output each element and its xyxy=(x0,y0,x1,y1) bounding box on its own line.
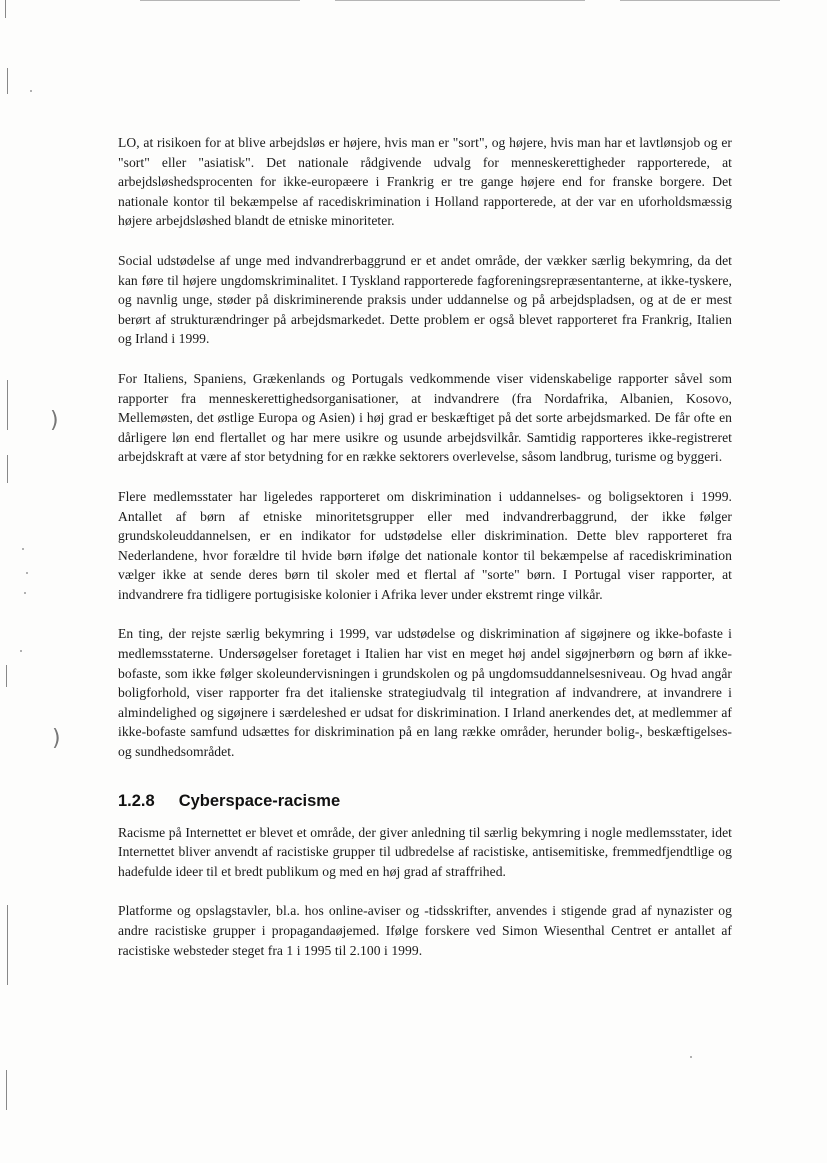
body-paragraph: Social udstødelse af unge med indvandrerbaggrund er et andet område, der vækker særlig bekymring, da det kan føre til højere ungdomskriminalitet. I Tyskland rapporterede fagforeningsrepræsentanterne, at ikke-tyskere, og navnlig unge, støder på diskriminerende praksis under uddannelse og på arbejdspladsen, og at de er mest berørt af strukturændringer på arbejdsmarkedet. Dette problem er også blevet rapporteret fra Frankrig, Italien og Irland i 1999. xyxy=(118,252,732,347)
body-paragraph: En ting, der rejste særlig bekymring i 1999, var udstødelse og diskrimination af sigøjnere og ikke-bofaste i medlemsstaterne. Undersøgelser foretaget i Italien har vist en meget høj andel sigøjnerbørn og børn af ikke-bofaste, som ikke følger skoleundervisningen i grundskolen og på ungdomsuddannelsesniveau. Og hvad angår boligforhold, viser rapporter fra det italienske strategiudvalg til integration af indvandrere, at invandrere i almindelighed og sigøjnere i særdeleshed er udsat for diskrimination. I Irland anerkendes det, at medlemmer af ikke-bofaste samfund udsættes for diskrimination på en lang række områder, herunder bolig-, beskæftigelses- og sundhedsområdet. xyxy=(118,626,732,760)
scan-speck xyxy=(30,90,32,92)
scan-left-edge xyxy=(6,665,7,687)
scan-bracket-mark: ) xyxy=(50,408,59,433)
scan-left-edge xyxy=(5,0,6,18)
scan-top-line xyxy=(140,0,300,1)
scan-top-line xyxy=(335,0,585,1)
section-heading xyxy=(118,792,732,811)
scan-left-edge xyxy=(7,68,8,94)
scan-speck xyxy=(690,1056,692,1058)
scan-left-edge xyxy=(6,1070,7,1110)
scan-speck xyxy=(24,592,26,594)
scan-speck xyxy=(26,572,28,574)
scan-speck xyxy=(20,650,22,652)
scan-left-edge xyxy=(7,380,8,430)
scan-left-edge xyxy=(7,905,8,985)
scan-bracket-mark: ) xyxy=(52,726,61,751)
scan-left-edge xyxy=(7,455,8,483)
body-paragraph: For Italiens, Spaniens, Grækenlands og Portugals vedkommende viser videnskabelige rapporter såvel som rapporter fra menneskerettighedsorganisationer, at indvandrere (fra Nordafrika, Albanien, Kosovo, Mellemøsten, det østlige Europa og Asien) i høj grad er beskæftiget på det sorte arbejdsmarked. De får ofte en dårligere løn end flertallet og har mere usikre og usunde arbejdsvilkår. Samtidig rapporteres ikke-registreret arbejdskraft at være af stor betydning for en række sektorers overlevelse, såsom landbrug, turisme og byggeri. xyxy=(118,370,732,465)
body-paragraph: Racisme på Internettet er blevet et område, der giver anledning til særlig bekymring i nogle medlemsstater, idet Internettet bliver anvendt af racistiske grupper til udbredelse af racistiske, antisemitiske, fremmedfjendtlige og hadefulde ideer til et bredt publikum og med en høj grad af straffrihed. xyxy=(118,824,732,879)
body-paragraph: Flere medlemsstater har ligeledes rapporteret om diskrimination i uddannelses- og boligsektoren i 1999. Antallet af børn af etniske minoritetsgrupper eller med indvandrerbaggrund, der ikke følger grundskoleuddannelsen, er en indikator for udstødelse eller diskrimination. Dette blev rapporteret fra Nederlandene, hvor forældre til hvide børn ifølge det nationale kontor til bekæmpelse af racediskrimination vælger ikke at sende deres børn til skoler med et flertal af "sorte" børn. I Portugal viser rapporter, at indvandrere fra tidligere portugisiske kolonier i Afrika lever under ekstremt ringe vilkår. xyxy=(118,488,732,602)
scan-speck xyxy=(22,548,24,550)
document-body xyxy=(118,133,732,980)
scan-top-line xyxy=(620,0,780,1)
body-paragraph: Platforme og opslagstavler, bl.a. hos online-aviser og -tidsskrifter, anvendes i stigende grad af nynazister og andre racistiske grupper i propagandaøjemed. Ifølge forskere ved Simon Wiesenthal Centret er antallet af racistiske websteder steget fra 1 i 1995 til 2.100 i 1999. xyxy=(118,903,732,958)
section-number: 1.2.8 xyxy=(118,791,155,810)
body-paragraph: LO, at risikoen for at blive arbejdsløs er højere, hvis man er "sort", og højere, hvis man har et lavtlønsjob og er "sort" eller "asiatisk". Det nationale rådgivende udvalg for menneskerettigheder rapporterede, at arbejdsløshedsprocenten for ikke-europæere i Frankrig er tre gange højere end for franske borgere. Det nationale kontor til bekæmpelse af racediskrimination i Holland rapporterede, at der var en uforholdsmæssig højere arbejdsløshed blandt de etniske minoriteter. xyxy=(118,135,732,229)
section-title: Cyberspace-racisme xyxy=(178,791,341,810)
